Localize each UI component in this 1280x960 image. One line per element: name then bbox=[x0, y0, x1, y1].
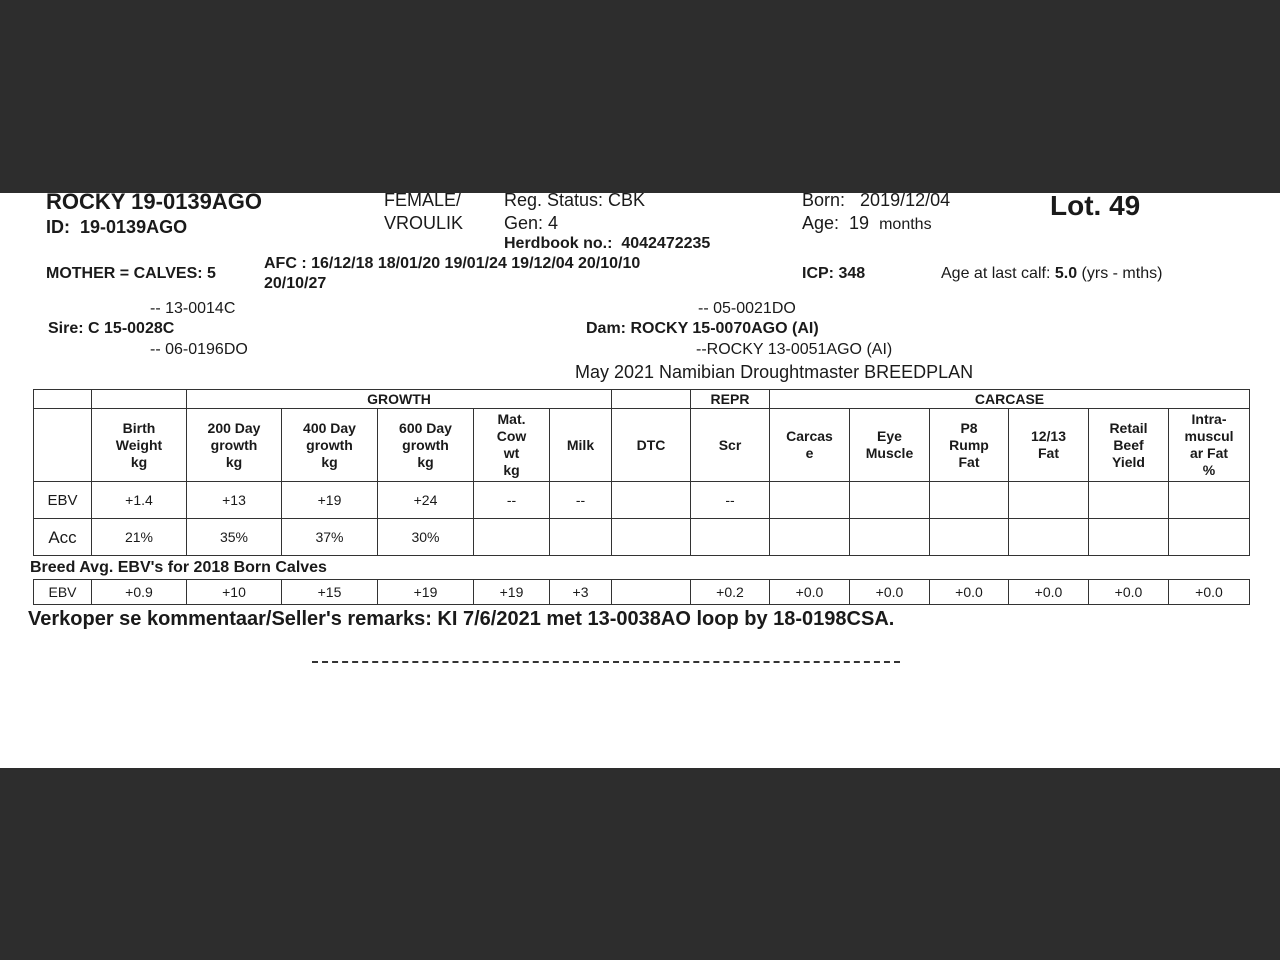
trait-header-11 bbox=[1009, 409, 1089, 482]
trait-header-line: Mat. bbox=[497, 411, 526, 427]
acc-value: 21% bbox=[92, 519, 187, 556]
dam-grandsire: -- 05-0021DO bbox=[698, 300, 796, 317]
acc-value bbox=[1169, 519, 1250, 556]
trait-header-line: Cow bbox=[496, 428, 527, 444]
breed-avg-title: Breed Avg. EBV's for 2018 Born Calves bbox=[30, 559, 327, 576]
breed-avg-value: +3 bbox=[550, 580, 612, 605]
breed-avg-label: EBV bbox=[34, 580, 92, 605]
trait-header-blank bbox=[34, 409, 92, 482]
trait-header-line: Beef bbox=[1113, 436, 1144, 453]
trait-header-1 bbox=[187, 409, 282, 482]
acc-value: 37% bbox=[282, 519, 378, 556]
ebv-value bbox=[612, 482, 691, 519]
mother-calves: MOTHER = CALVES: 5 bbox=[46, 265, 216, 282]
group-blank-dtc bbox=[612, 390, 691, 409]
ebv-value bbox=[1089, 482, 1169, 519]
trait-header-line: ar Fat bbox=[1189, 445, 1229, 461]
sire-granddam: -- 06-0196DO bbox=[150, 341, 248, 358]
ebv-value: +13 bbox=[187, 482, 282, 519]
trait-header-line: 400 Day bbox=[303, 419, 356, 436]
animal-id bbox=[46, 217, 187, 238]
ebv-value bbox=[930, 482, 1009, 519]
trait-header-5 bbox=[550, 409, 612, 482]
ebv-value bbox=[1169, 482, 1250, 519]
trait-header-10 bbox=[930, 409, 1009, 482]
acc-value bbox=[770, 519, 850, 556]
group-growth: GROWTH bbox=[187, 390, 612, 409]
acc-value bbox=[550, 519, 612, 556]
trait-header-line: Fat bbox=[1038, 445, 1059, 461]
acc-row bbox=[34, 519, 1250, 556]
trait-header-line: Scr bbox=[718, 436, 742, 453]
trait-header-line: DTC bbox=[636, 436, 666, 453]
trait-header-line: 200 Day bbox=[207, 419, 261, 436]
group-header-row bbox=[34, 390, 1250, 409]
trait-header-line: Eye bbox=[877, 428, 902, 444]
trait-header-line: Carcas bbox=[786, 428, 833, 444]
trait-header-line: Rump bbox=[949, 436, 989, 453]
trait-header-line: growth bbox=[402, 436, 449, 453]
acc-value bbox=[1089, 519, 1169, 556]
breed-avg-value: +0.0 bbox=[930, 580, 1009, 605]
born bbox=[802, 193, 950, 211]
reg-status: Reg. Status: CBK bbox=[504, 193, 646, 210]
age-value: 19 bbox=[849, 213, 870, 233]
trait-header-line: Retail bbox=[1109, 419, 1148, 436]
ebv-value: +19 bbox=[282, 482, 378, 519]
acc-value: 35% bbox=[187, 519, 282, 556]
herdbook bbox=[504, 235, 710, 253]
trait-header-line: growth bbox=[306, 436, 353, 453]
ebv-value: -- bbox=[474, 482, 550, 519]
acc-value: 30% bbox=[378, 519, 474, 556]
trait-header-9 bbox=[850, 409, 930, 482]
animal-name: ROCKY 19-0139AGO bbox=[46, 193, 263, 214]
trait-header-line: kg bbox=[503, 462, 520, 478]
trait-header-line: kg bbox=[225, 453, 243, 470]
trait-header-4 bbox=[474, 409, 550, 482]
ebv-table bbox=[33, 389, 1250, 556]
sex-en: FEMALE/ bbox=[384, 193, 462, 210]
trait-header-line: 600 Day bbox=[399, 419, 452, 436]
ebv-value bbox=[770, 482, 850, 519]
trait-header-line: growth bbox=[210, 436, 258, 453]
breed-avg-value bbox=[612, 580, 691, 605]
ebv-value: +1.4 bbox=[92, 482, 187, 519]
ebv-value: +24 bbox=[378, 482, 474, 519]
age-last-calf-label: Age at last calf: bbox=[941, 265, 1051, 282]
trait-header-line: e bbox=[805, 445, 814, 461]
trait-header-row bbox=[34, 409, 1250, 482]
breed-avg-value: +0.2 bbox=[691, 580, 770, 605]
breed-avg-value: +0.9 bbox=[92, 580, 187, 605]
age-label: Age: bbox=[802, 213, 840, 233]
id-value: 19-0139AGO bbox=[80, 217, 188, 237]
trait-header-8 bbox=[770, 409, 850, 482]
trait-header-line: Birth bbox=[122, 419, 156, 436]
trait-header-2 bbox=[282, 409, 378, 482]
sire-grandsire: -- 13-0014C bbox=[150, 300, 236, 317]
sex-af: VROULIK bbox=[384, 213, 464, 233]
breed-avg-value: +0.0 bbox=[1089, 580, 1169, 605]
age-unit: months bbox=[879, 216, 932, 233]
acc-value bbox=[850, 519, 930, 556]
breed-avg-value: +0.0 bbox=[770, 580, 850, 605]
trait-header-line: Weight bbox=[115, 436, 163, 453]
afc-line-2: 20/10/27 bbox=[264, 275, 327, 292]
generation: Gen: 4 bbox=[504, 213, 559, 233]
trait-header-7 bbox=[691, 409, 770, 482]
age-last-calf-unit: (yrs - mths) bbox=[1081, 265, 1163, 282]
trait-header-3 bbox=[378, 409, 474, 482]
breed-avg-value: +0.0 bbox=[1169, 580, 1250, 605]
breedplan-title: May 2021 Namibian Droughtmaster BREEDPLAN bbox=[575, 362, 974, 382]
age bbox=[802, 213, 932, 234]
acc-value bbox=[1009, 519, 1089, 556]
acc-value bbox=[691, 519, 770, 556]
breed-avg-table bbox=[33, 579, 1250, 605]
acc-row-label: Acc bbox=[34, 519, 92, 556]
breed-avg-value: +15 bbox=[282, 580, 378, 605]
age-last-calf bbox=[941, 265, 1162, 283]
trait-header-13 bbox=[1169, 409, 1250, 482]
ebv-value: -- bbox=[550, 482, 612, 519]
age-last-calf-value: 5.0 bbox=[1054, 265, 1078, 282]
trait-header-0 bbox=[92, 409, 187, 482]
trait-header-line: wt bbox=[503, 445, 520, 461]
sire: Sire: C 15-0028C bbox=[48, 320, 175, 337]
trait-header-line: 12/13 bbox=[1030, 428, 1067, 444]
ebv-value: -- bbox=[691, 482, 770, 519]
trait-header-line: Muscle bbox=[865, 445, 914, 461]
breed-avg-value: +0.0 bbox=[1009, 580, 1089, 605]
trait-header-line: Milk bbox=[566, 436, 595, 453]
afc-line-1: AFC : 16/12/18 18/01/20 19/01/24 19/12/04 20/10/10 bbox=[264, 255, 641, 272]
dam: Dam: ROCKY 15-0070AGO (AI) bbox=[586, 320, 819, 337]
trait-header-line: kg bbox=[130, 453, 148, 470]
group-repr: REPR bbox=[691, 390, 770, 409]
trait-header-line: Intra- bbox=[1191, 411, 1227, 427]
group-carcase: CARCASE bbox=[770, 390, 1250, 409]
catalogue-sheet bbox=[0, 193, 1280, 768]
id-label: ID: bbox=[46, 217, 70, 237]
breed-avg-value: +0.0 bbox=[850, 580, 930, 605]
trait-header-line: Yield bbox=[1112, 453, 1145, 470]
lot-number: Lot. 49 bbox=[1050, 193, 1141, 221]
group-blank bbox=[34, 390, 92, 409]
group-blank-birth bbox=[92, 390, 187, 409]
breed-avg-value: +19 bbox=[378, 580, 474, 605]
dam-granddam: --ROCKY 13-0051AGO (AI) bbox=[696, 341, 893, 358]
herdbook-value: 4042472235 bbox=[621, 235, 711, 252]
trait-header-line: P8 bbox=[960, 419, 978, 436]
seller-remarks: Verkoper se kommentaar/Seller's remarks: KI 7/6/2021 met 13-0038AO loop by 18-0198CSA. bbox=[28, 608, 895, 630]
ebv-value bbox=[1009, 482, 1089, 519]
trait-header-line: kg bbox=[321, 453, 338, 470]
trait-header-6 bbox=[612, 409, 691, 482]
ebv-value bbox=[850, 482, 930, 519]
born-label: Born: bbox=[802, 193, 846, 210]
herdbook-label: Herdbook no.: bbox=[504, 235, 613, 252]
ebv-row-label: EBV bbox=[34, 482, 92, 519]
trait-header-line: muscul bbox=[1184, 428, 1234, 444]
acc-value bbox=[612, 519, 691, 556]
breed-avg-value: +10 bbox=[187, 580, 282, 605]
born-value: 2019/12/04 bbox=[860, 193, 951, 210]
trait-header-line: kg bbox=[417, 453, 434, 470]
acc-value bbox=[930, 519, 1009, 556]
trait-header-12 bbox=[1089, 409, 1169, 482]
ebv-row bbox=[34, 482, 1250, 519]
acc-value bbox=[474, 519, 550, 556]
breed-avg-value: +19 bbox=[474, 580, 550, 605]
icp: ICP: 348 bbox=[802, 265, 866, 282]
trait-header-line: Fat bbox=[958, 453, 980, 470]
breed-avg-row bbox=[34, 580, 1250, 605]
dashed-divider bbox=[312, 661, 900, 663]
trait-header-line: % bbox=[1202, 462, 1216, 478]
